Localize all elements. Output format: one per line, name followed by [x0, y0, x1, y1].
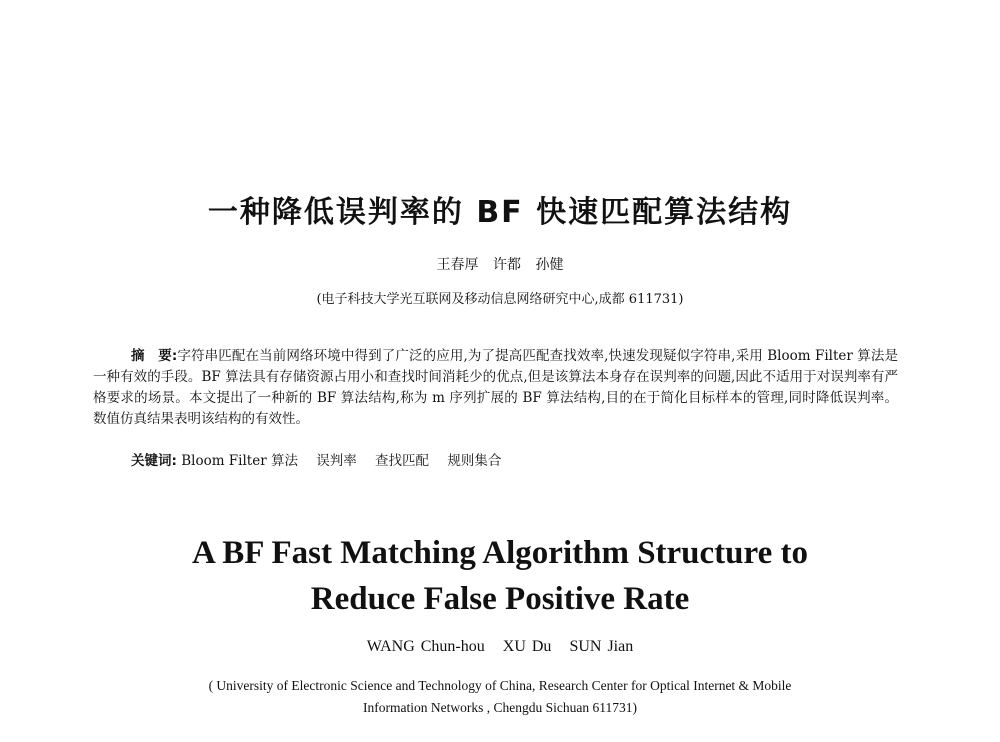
english-author-3: SUN Jian — [569, 638, 634, 655]
chinese-author-2: 许都 — [493, 257, 521, 273]
chinese-affiliation: (电子科技大学光互联网及移动信息网络研究中心,成都 611731) — [316, 292, 684, 307]
keywords-label: 关键词: — [131, 453, 177, 469]
english-affiliation — [0, 675, 1000, 719]
keyword-3: 查找匹配 — [375, 453, 430, 469]
english-affiliation-line-2: Information Networks , Chengdu Sichuan 611731) — [363, 700, 637, 715]
chinese-abstract — [93, 346, 898, 430]
abstract-label: 摘 要: — [131, 348, 178, 364]
keyword-1: Bloom Filter 算法 — [181, 453, 298, 469]
chinese-author-3: 孙健 — [535, 257, 564, 273]
chinese-title: 一种降低误判率的 BF 快速匹配算法结构 — [207, 195, 793, 230]
english-author-1: WANG Chun-hou — [366, 638, 485, 655]
chinese-author-1: 王春厚 — [436, 257, 479, 273]
english-authors — [0, 636, 1000, 658]
english-author-2: XU Du — [502, 638, 552, 655]
keyword-2: 误判率 — [316, 453, 357, 469]
english-title-line-1: A BF Fast Matching Algorithm Structure to — [192, 535, 808, 571]
english-affiliation-line-1: ( University of Electronic Science and Technology of China, Research Center for Optical Internet & Mobile — [208, 678, 792, 693]
english-title-line-2: Reduce False Positive Rate — [310, 581, 690, 617]
keyword-4: 规则集合 — [447, 453, 502, 469]
abstract-text: 字符串匹配在当前网络环境中得到了广泛的应用,为了提高匹配查找效率,快速发现疑似字符串,采用 Bloom Filter 算法是一种有效的手段。BF 算法具有存储资源占用小和查找时间消耗少的优点,但是该算法本身存在误判率的问题,因此不适用于对误判率有严格要求的场景。本文提出了一种新的 BF 算法结构,称为 m 序列扩展的 BF 算法结构,目的在于简化目标样本的管理,同时降低误判率。数值仿真结果表明该结构的有效性。 — [93, 348, 898, 427]
chinese-authors — [0, 255, 1000, 275]
chinese-keywords — [131, 451, 891, 472]
